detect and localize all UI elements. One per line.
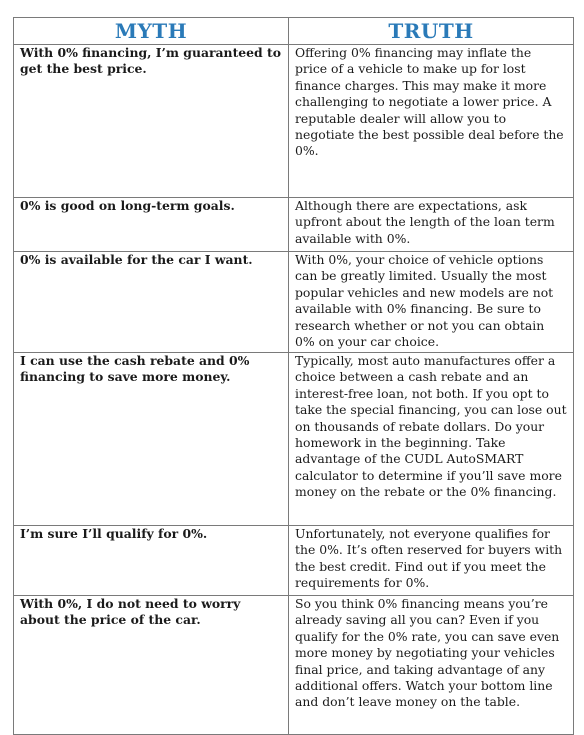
myth-text: 0% is available for the car I want. <box>20 252 253 267</box>
truth-cell <box>289 45 574 198</box>
truth-text: Although there are expectations, ask upfront about the length of the loan term available with 0%. <box>295 198 555 246</box>
myth-cell <box>14 198 289 252</box>
table-row <box>14 353 574 526</box>
myth-cell <box>14 252 289 353</box>
myth-truth-table <box>13 17 574 735</box>
truth-cell <box>289 198 574 252</box>
truth-text: With 0%, your choice of vehicle options can be greatly limited. Usually the most popular vehicles and new models are not available with 0% financing. Be sure to research whether or not you can obtain 0% on your car choice. <box>295 252 554 350</box>
truth-text: Unfortunately, not everyone qualifies for the 0%. It’s often reserved for buyers with the best credit. Find out if you meet the requirements for 0%. <box>295 526 563 591</box>
truth-cell <box>289 596 574 735</box>
truth-cell <box>289 353 574 526</box>
table-row <box>14 45 574 198</box>
truth-column-header: TRUTH <box>289 18 574 45</box>
table-row <box>14 252 574 353</box>
truth-cell <box>289 252 574 353</box>
truth-text: So you think 0% financing means you’re already saving all you can? Even if you qualify for the 0% rate, you can save even more money by negotiating your vehicles final price, and taking advantage of any additional offers. Watch your bottom line and don’t leave money on the table. <box>295 596 560 710</box>
myth-text: 0% is good on long-term goals. <box>20 198 235 213</box>
myth-text: With 0%, I do not need to worry about the price of the car. <box>20 596 241 628</box>
table-row <box>14 596 574 735</box>
myth-text: I can use the cash rebate and 0% financing to save more money. <box>20 353 250 385</box>
myth-cell <box>14 526 289 596</box>
truth-text: Typically, most auto manufactures offer a choice between a cash rebate and an interest-free loan, not both. If you opt to take the special financing, you can lose out on thousands of rebate dollars. Do your homework in the beginning. Take advantage of the CUDL AutoSMART calculator to determine if you’ll save more money on the rebate or the 0% financing. <box>295 353 567 500</box>
myth-text: I’m sure I’ll qualify for 0%. <box>20 526 208 541</box>
myth-cell <box>14 596 289 735</box>
truth-text: Offering 0% financing may inflate the price of a vehicle to make up for lost finance charges. This may make it more challenging to negotiate a lower price. A reputable dealer will allow you to negotiate the best possible deal before the 0%. <box>295 45 564 159</box>
myth-text: With 0% financing, I’m guaranteed to get the best price. <box>20 45 282 77</box>
myth-cell <box>14 353 289 526</box>
myth-cell <box>14 45 289 198</box>
myth-column-header: MYTH <box>14 18 289 45</box>
table-row <box>14 526 574 596</box>
truth-cell <box>289 526 574 596</box>
table-row <box>14 198 574 252</box>
header-row <box>14 18 574 45</box>
